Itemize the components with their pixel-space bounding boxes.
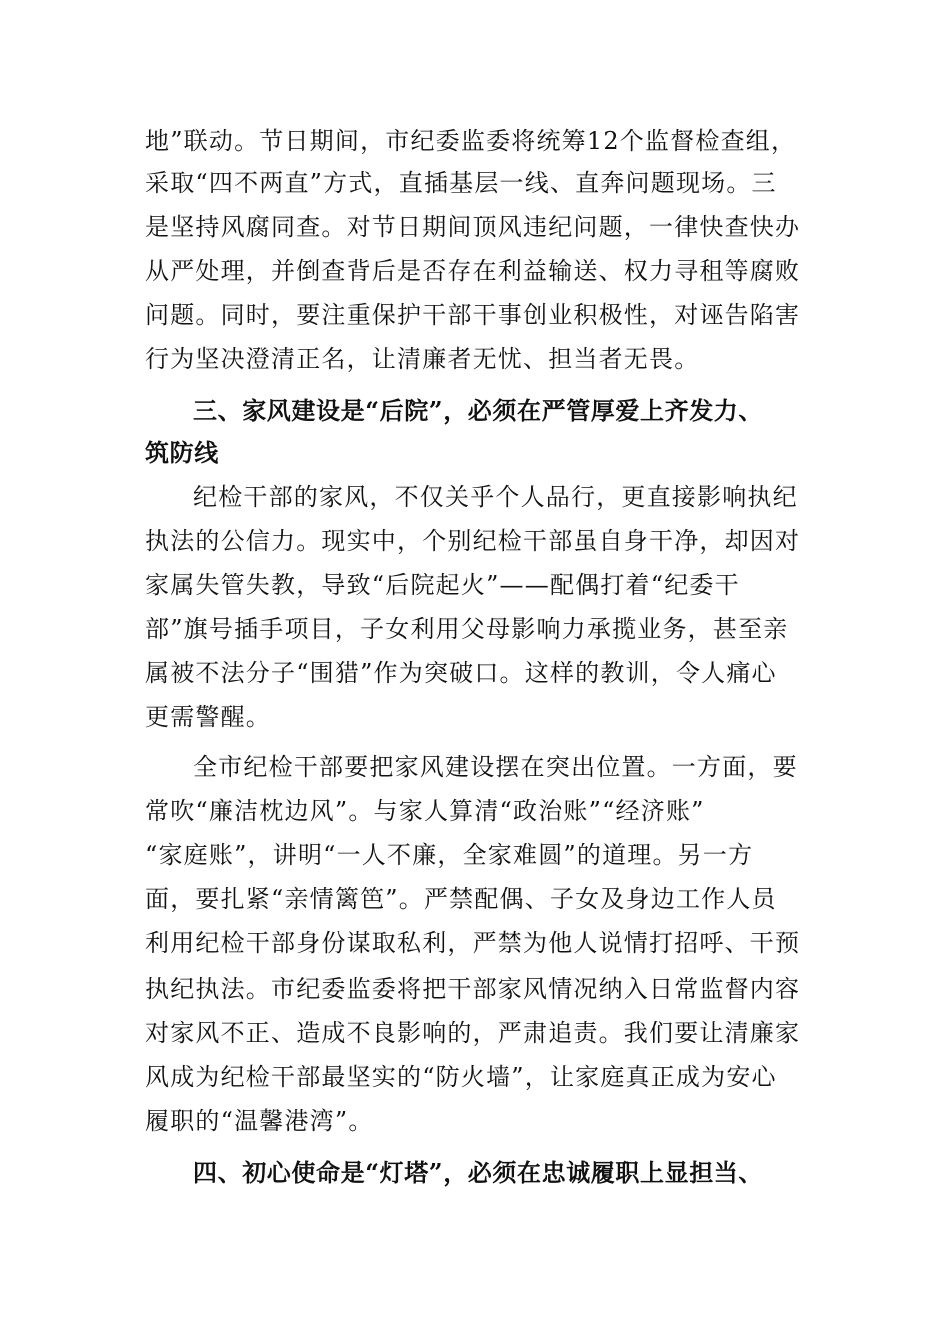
body-line: 全市纪检干部要把家风建设摆在突出位置。一方面，要: [193, 753, 798, 781]
body-line: 常吹“廉洁枕边风”。与家人算清“政治账”“经济账”: [145, 797, 705, 825]
section-heading-3-cont: 筑防线: [145, 438, 219, 467]
body-line: 从严处理，并倒查背后是否存在利益输送、权力寻租等腐败: [145, 257, 801, 285]
body-line: 家属失管失教，导致“后院起火”——配偶打着“纪委干: [145, 571, 740, 599]
body-line: 部”旗号插手项目，子女利用父母影响力承揽业务，甚至亲: [145, 615, 789, 643]
section-heading-4: 四、初心使命是“灯塔”，必须在忠诚履职上显担当、: [193, 1158, 764, 1187]
body-line: “家庭账”，讲明“一人不廉，全家难圆”的道理。另一方: [145, 841, 754, 869]
body-line: 地”联动。节日期间，市纪委监委将统筹12个监督检查组，: [145, 127, 797, 155]
body-line: 执纪执法。市纪委监委将把干部家风情况纳入日常监督内容: [145, 975, 801, 1003]
body-line: 纪检干部的家风，不仅关乎个人品行，更直接影响执纪: [193, 483, 798, 511]
body-line: 更需警醒。: [145, 703, 271, 731]
body-line: 执法的公信力。现实中，个别纪检干部虽自身干净，却因对: [145, 527, 801, 555]
body-line: 行为坚决澄清正名，让清廉者无忧、担当者无畏。: [145, 345, 700, 373]
body-line: 采取“四不两直”方式，直插基层一线、直奔问题现场。三: [145, 169, 777, 197]
body-line: 对家风不正、造成不良影响的，严肃追责。我们要让清廉家: [145, 1019, 801, 1047]
body-line: 利用纪检干部身份谋取私利，严禁为他人说情打招呼、干预: [145, 929, 801, 957]
body-line: 属被不法分子“围猎”作为突破口。这样的教训，令人痛心: [145, 659, 777, 687]
body-line: 是坚持风腐同查。对节日期间顶风违纪问题，一律快查快办: [145, 213, 801, 241]
body-line: 面，要扎紧“亲情篱笆”。严禁配偶、子女及身边工作人员: [145, 885, 777, 913]
body-line: 风成为纪检干部最坚实的“防火墙”，让家庭真正成为安心: [145, 1063, 777, 1091]
body-line: 问题。同时，要注重保护干部干事创业积极性，对诬告陷害: [145, 301, 801, 329]
body-line: 履职的“温馨港湾”。: [145, 1107, 374, 1135]
section-heading-3: 三、家风建设是“后院”，必须在严管厚爱上齐发力、: [193, 396, 764, 425]
